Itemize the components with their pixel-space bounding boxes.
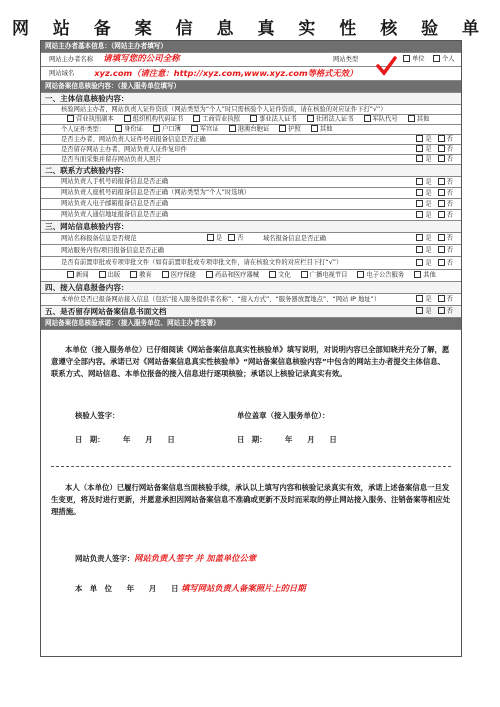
b-line3: 网站负责人电子邮箱报备信息是否正确 是 否: [41, 199, 461, 210]
commitment-paragraph-1: 本单位（接入服务单位）已仔细阅读《网站备案信息真实性核验单》填写说明，对说明内容已全部知晓并充分了解，愿意遵守全部内容。承诺已对《网站备案信息真实性核验单》“网站备案信息核验内容”中包含的网站主办者提交主体信息、联系方式、网站信息、本单位报备的接入信息进行逐项核验；承诺以上核验记录真实有效。: [51, 345, 450, 378]
a-line6: 是否当面采集并留存网站负责人照片 是 否: [41, 155, 461, 165]
b-line4: 网站负责人通信地址报备信息是否正确 是 否: [41, 210, 461, 221]
cert-option-0[interactable]: 营业执照副本: [61, 115, 114, 123]
domain-row: [41, 67, 461, 81]
approval-option-6[interactable]: 广播电视节目: [295, 271, 348, 279]
id-option-2[interactable]: 户口簿: [147, 125, 181, 133]
approval-option-5[interactable]: 文化: [263, 271, 291, 279]
c-line1: 网站名称报备信息是否规范 是 否 域名报备信息是否正确 是 否: [41, 233, 461, 245]
divider: [51, 466, 451, 467]
a-cert-types: [41, 115, 461, 125]
cert-option-3[interactable]: 事业法人证书: [244, 115, 297, 123]
name-value[interactable]: 请填写您的公司全称: [103, 54, 180, 65]
cert-option-4[interactable]: 社团法人证书: [301, 115, 354, 123]
d-line1: 本单位是否已报备网站接入信息（包括“接入服务提供者名称”、“接入方式”、“服务器放置地点”、“网站 IP 地址”） 是 否: [41, 294, 461, 306]
section-e: 五、是否留存网站备案信息书面文档 是 否: [41, 306, 461, 318]
section-header-commitment: 网站备案信息核验承诺：（接入服务单位、网站主办者签署）: [41, 318, 461, 330]
type-unit[interactable]: 单位: [397, 55, 425, 63]
owner-sign-row[interactable]: 网站负责人签字：网站负责人签字 并 加盖单位公章: [75, 553, 257, 563]
name-label: 网站主办者名称: [49, 55, 94, 63]
id-option-6[interactable]: 其他: [305, 125, 333, 133]
approval-option-8[interactable]: 其他: [408, 271, 436, 279]
cert-option-6[interactable]: 其他: [402, 115, 430, 123]
approval-option-4[interactable]: 药品和医疗器械: [200, 271, 259, 279]
cert-option-5[interactable]: 军队代号: [358, 115, 398, 123]
id-option-5[interactable]: 护照: [273, 125, 301, 133]
approval-option-0[interactable]: 新闻: [61, 271, 89, 279]
section-c-title: 三、网站信息核验内容：: [41, 221, 461, 233]
seal-date: 日 期： 年 月 日: [237, 435, 337, 444]
name-row: [41, 53, 461, 67]
verification-form: [40, 40, 462, 657]
verifier-date: 日 期： 年 月 日: [75, 435, 175, 444]
section-header-basic: 网站主办者基本信息：（网站主办者填写）: [41, 41, 461, 53]
type-person[interactable]: 个人: [427, 55, 455, 63]
section-header-verify: 网站备案信息核验内容：（接入服务单位填写）: [41, 81, 461, 93]
id-option-3[interactable]: 军官证: [185, 125, 219, 133]
section-d-title: 四、接入信息报备内容：: [41, 282, 461, 294]
page-title: 网 站 备 案 信 息 真 实 性 核 验 单: [11, 19, 489, 39]
domain-value[interactable]: xyz.com（请注意：http://xyz.com,www.xyz.com等格式无效）: [94, 68, 358, 79]
approval-option-3[interactable]: 医疗保健: [156, 271, 196, 279]
b-line2: 网站负责人座机号码报备信息是否正确（网站类型为“个人”时选填） 是 否: [41, 188, 461, 199]
id-option-4[interactable]: 港澳台胞证: [223, 125, 269, 133]
id-option-1[interactable]: 身份证: [109, 125, 143, 133]
a-id-types: [41, 125, 461, 135]
section-a-title: 一、主体信息核验内容：: [41, 93, 461, 105]
seal-label[interactable]: 单位盖章（接入服务单位）：: [237, 411, 330, 420]
c-line3: 是否有前置审批或专项审批文件（如有前置审批或专项审批文件，请在核验文件的对应栏目下打“√”） 是 否: [41, 257, 461, 270]
commitment-body: [41, 330, 461, 626]
cert-option-2[interactable]: 工商营业执照: [187, 115, 240, 123]
a-line5: 是否留存网站主办者、网站负责人证件复印件 是 否: [41, 145, 461, 155]
commitment-paragraph-2: 本人（本单位）已履行网站备案信息当面核验手续，承认以上填写内容和核验记录真实有效，承诺上述备案信息一旦发生变更，将及时进行更新，并愿意承担因网站备案信息不准确或更新不及时而采取的停止网站接入服务、注销备案等相应处理措施。: [51, 483, 451, 516]
a-line4: 是否主办者、网站负责人证件号码报备信息是否正确 是 否: [41, 135, 461, 145]
section-b-title: 二、联系方式核验内容：: [41, 165, 461, 177]
c-approval-types: [41, 270, 461, 282]
cert-option-1[interactable]: 组织机构代码证书: [118, 115, 183, 123]
type-label: 网站类型: [333, 55, 359, 63]
a-line1: 核验网站主办者、网站负责人证件资质（网站类型为“个人”时只需核验个人证件资质，请在核验的对应证件下打“√”）: [41, 105, 461, 115]
verifier-sign-label[interactable]: 核验人签字：: [75, 411, 120, 420]
c-line2: 网站服务内容/项目报备信息是否正确 是 否: [41, 245, 461, 257]
unit-date-row[interactable]: 本 单 位 年 月 日 填写网站负责人备案照片上的日期: [75, 583, 306, 593]
check-mark-icon: [375, 55, 397, 77]
b-line1: 网站负责人手机号码报备信息是否正确 是 否: [41, 177, 461, 188]
domain-label: 网站域名: [49, 69, 75, 77]
id-option-0[interactable]: 个人证件类型：: [61, 125, 106, 133]
approval-option-2[interactable]: 教育: [124, 271, 152, 279]
approval-option-7[interactable]: 电子公告服务: [351, 271, 404, 279]
unit-date-hint: 填写网站负责人备案照片上的日期: [181, 583, 306, 593]
approval-option-1[interactable]: 出版: [93, 271, 121, 279]
owner-sign-hint: 网站负责人签字 并 加盖单位公章: [134, 553, 257, 563]
